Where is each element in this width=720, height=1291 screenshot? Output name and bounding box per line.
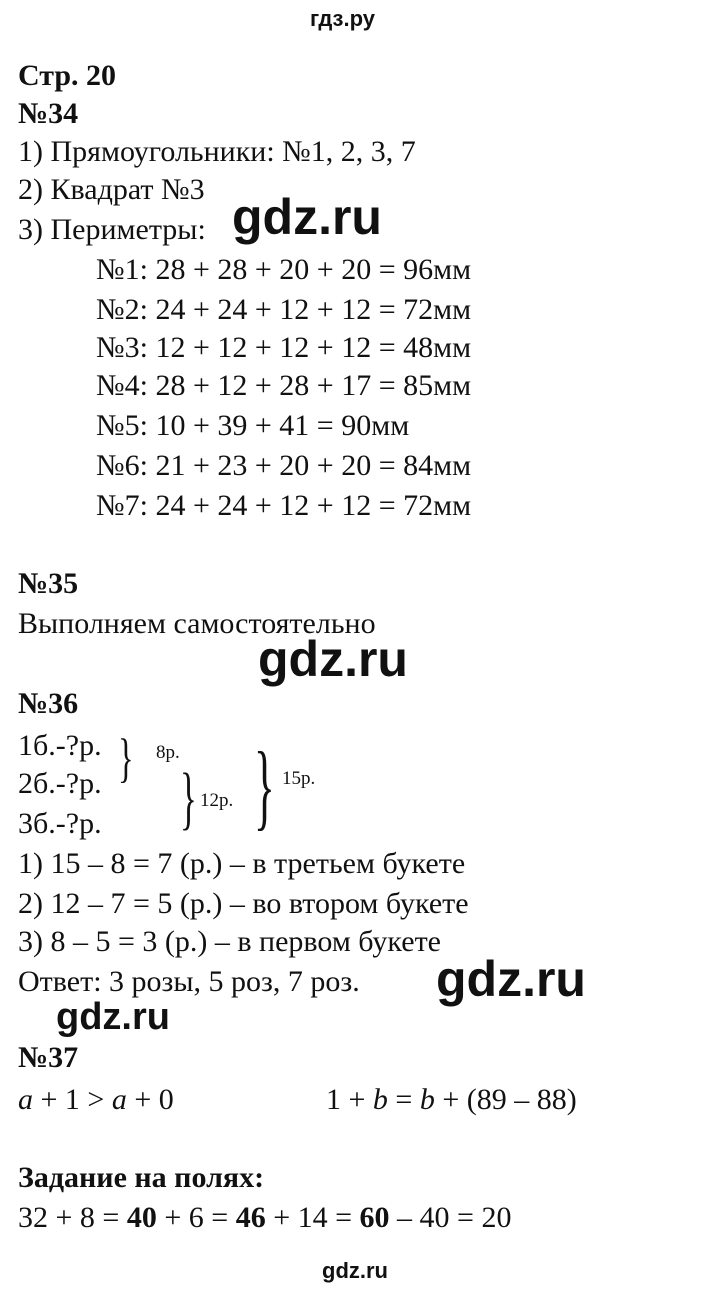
task-36-title: №36 [18, 687, 79, 720]
inequality-1: a + 1 > a + 0 [18, 1083, 174, 1116]
step-3: 3) 8 – 5 = 3 (р.) – в первом букете [18, 925, 441, 958]
bouquet-1: 1б.-?р. [18, 729, 102, 762]
brace-12: } [180, 760, 197, 837]
sum-8-label: 8р. [156, 742, 180, 763]
perimeter-7: №7: 24 + 24 + 12 + 12 = 72мм [96, 489, 472, 522]
perimeter-5: №5: 10 + 39 + 41 = 90мм [96, 409, 410, 442]
bouquet-2: 2б.-?р. [18, 767, 102, 800]
watermark-gdz-2: gdz.ru [258, 631, 408, 687]
task-34-line-2: 2) Квадрат №3 [18, 173, 205, 206]
task-34-line-3: 3) Периметры: [18, 213, 206, 246]
perimeter-6: №6: 21 + 23 + 20 + 20 = 84мм [96, 449, 472, 482]
page-number: Стр. 20 [18, 59, 117, 92]
task-36-answer: Ответ: 3 розы, 5 роз, 7 роз. [18, 965, 360, 998]
equation-2: 1 + b = b + (89 – 88) [326, 1083, 577, 1116]
task-34-title: №34 [18, 97, 79, 130]
task-34-line-1: 1) Прямоугольники: №1, 2, 3, 7 [18, 135, 416, 168]
perimeter-3: №3: 12 + 12 + 12 + 12 = 48мм [96, 331, 472, 364]
task-37-title: №37 [18, 1041, 79, 1074]
margin-task-chain: 32 + 8 = 40 + 6 = 46 + 14 = 60 – 40 = 20 [18, 1201, 512, 1234]
watermark-gdz-4: gdz.ru [56, 996, 170, 1038]
perimeter-4: №4: 28 + 12 + 28 + 17 = 85мм [96, 369, 472, 402]
step-1: 1) 15 – 8 = 7 (р.) – в третьем букете [18, 847, 466, 880]
brace-15: } [254, 732, 275, 839]
perimeter-1: №1: 28 + 28 + 20 + 20 = 96мм [96, 253, 472, 286]
task-35-title: №35 [18, 567, 79, 600]
brace-8: } [118, 728, 134, 788]
sum-12-label: 12р. [200, 790, 234, 811]
watermark-gdz-1: gdz.ru [232, 189, 382, 245]
watermark-gdz-3: gdz.ru [436, 951, 586, 1007]
site-header: гдз.ру [310, 6, 375, 31]
perimeter-2: №2: 24 + 24 + 12 + 12 = 72мм [96, 293, 472, 326]
step-2: 2) 12 – 7 = 5 (р.) – во втором букете [18, 887, 469, 920]
sum-15-label: 15р. [282, 768, 316, 789]
footer-watermark: gdz.ru [322, 1258, 388, 1283]
bouquet-3: 3б.-?р. [18, 807, 102, 840]
margin-task-title: Задание на полях: [18, 1161, 265, 1194]
task-35-text: Выполняем самостоятельно [18, 607, 376, 640]
